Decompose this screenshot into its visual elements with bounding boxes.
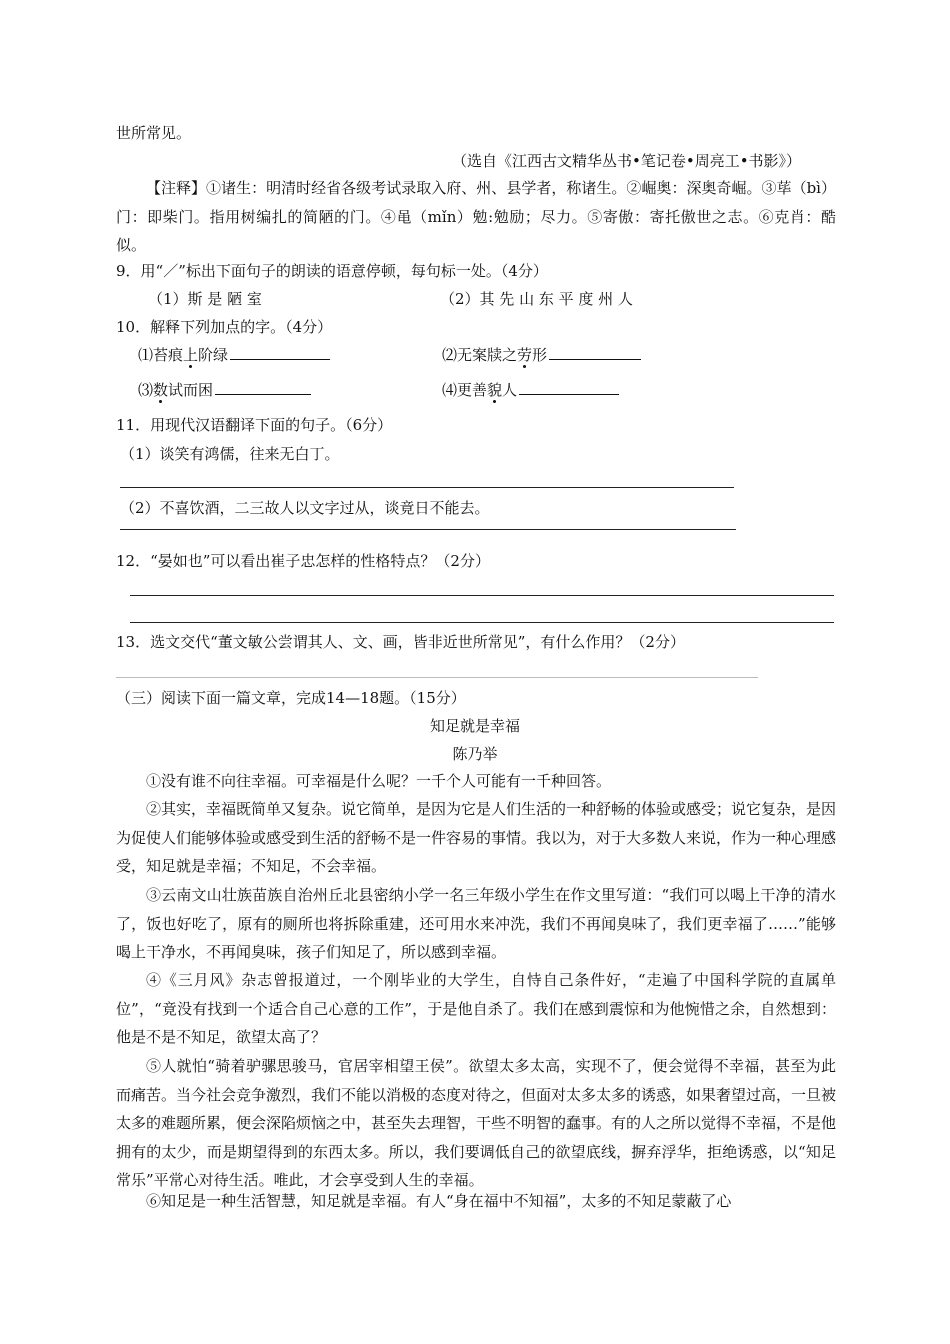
question-10-stem: 10．解释下列加点的字。（4分） xyxy=(116,318,333,336)
annotation-note: 【注释】①诸生：明清时经省各级考试录取入府、州、县学者，称诸生。②崛奥：深奥奇崛。③荜（bì）门：即柴门。指用树编扎的简陋的门。④黾（mǐn）勉:勉励；尽力。⑤寄傲：寄托傲世之志。⑥克肖：酷似。 xyxy=(116,179,836,254)
answer-blank[interactable] xyxy=(519,380,619,395)
section-3-stem: （三）阅读下面一篇文章，完成14—18题。（15分） xyxy=(116,689,466,707)
article-paragraph-1: ①没有谁不向往幸福。可幸福是什么呢？一千个人可能有一千种回答。 xyxy=(146,772,612,790)
question-13-stem: 13．选文交代“董文敏公尝谓其人、文、画，皆非近世所常见”，有什么作用？（2分） xyxy=(116,633,685,651)
answer-line[interactable] xyxy=(120,487,734,488)
emphasis-char: 貌 xyxy=(487,381,503,399)
question-10-item-2: ⑵无案牍之劳形 xyxy=(442,345,641,365)
question-9-item-1: （1）斯 是 陋 室 xyxy=(148,290,262,308)
question-11-stem: 11．用现代汉语翻译下面的句子。（6分） xyxy=(116,416,393,434)
question-12-stem: 12．“晏如也”可以看出崔子忠怎样的性格特点？（2分） xyxy=(116,552,490,570)
answer-line[interactable] xyxy=(130,595,834,596)
article-author: 陈乃举 xyxy=(452,745,498,763)
source-citation: （选自《江西古文精华丛书•笔记卷•周亮工•书影》） xyxy=(452,152,802,170)
article-paragraph-6: ⑥知足是一种生活智慧，知足就是幸福。有人“身在福中不知福”，太多的不知足蒙蔽了心 xyxy=(146,1192,732,1210)
article-paragraph-4: ④《三月风》杂志曾报道过，一个刚毕业的大学生，自恃自己条件好，“走遍了中国科学院的直属单位”，“竟没有找到一个适合自己心意的工作”，于是他自杀了。我们在感到震惊和为他惋惜之余，自然想到：他是不是不知足，欲望太高了？ xyxy=(116,971,836,1046)
answer-line[interactable] xyxy=(116,677,758,678)
answer-line[interactable] xyxy=(120,529,736,530)
question-11-sentence-1: （1）谈笑有鸿儒，往来无白丁。 xyxy=(120,445,340,463)
question-10-item-1: ⑴苔痕上阶绿 xyxy=(138,345,330,365)
article-paragraph-2: ②其实，幸福既简单又复杂。说它简单，是因为它是人们生活的一种舒畅的体验或感受；说它复杂，是因为促使人们能够体验或感受到生活的舒畅不是一件容易的事情。我以为，对于大多数人来说，作为一种心理感受，知足就是幸福；不知足，不会幸福。 xyxy=(116,800,837,875)
answer-blank[interactable] xyxy=(230,345,330,360)
article-paragraph-5: ⑤人就怕“骑着驴骡思骏马，官居宰相望王侯”。欲望太多太高，实现不了，便会觉得不幸福，甚至为此而痛苦。当今社会竞争激烈，我们不能以消极的态度对待之，但面对太多太多的诱惑，如果奢望过高，一旦被太多的难题所累，便会深陷烦恼之中，甚至失去理智，干些不明智的蠢事。有的人之所以觉得不幸福，不是他拥有的太少，而是期望得到的东西太多。所以，我们要调低自己的欲望底线，摒弃浮华，拒绝诱惑，以“知足常乐”平常心对待生活。唯此，才会享受到人生的幸福。 xyxy=(116,1057,837,1189)
question-9-item-2: （2）其 先 山 东 平 度 州 人 xyxy=(440,290,633,308)
answer-blank[interactable] xyxy=(215,380,311,395)
article-paragraph-3: ③云南文山壮族苗族自治州丘北县密纳小学一名三年级小学生在作文里写道：“我们可以喝上干净的清水了，饭也好吃了，原有的厕所也将拆除重建，还可用水来冲洗，我们不再闻臭味了，我们更幸福了……”能够喝上干净水，不再闻臭味，孩子们知足了，所以感到幸福。 xyxy=(116,886,836,961)
answer-blank[interactable] xyxy=(549,345,641,360)
question-9-stem: 9．用“／”标出下面句子的朗读的语意停顿，每句标一处。（4分） xyxy=(116,262,548,280)
emphasis-char: 数 xyxy=(153,381,169,399)
emphasis-char: 上 xyxy=(183,346,199,364)
question-10-item-4: ⑷更善貌人 xyxy=(442,380,619,400)
article-title: 知足就是幸福 xyxy=(429,717,520,735)
question-11-sentence-2: （2）不喜饮酒，二三故人以文字过从，谈竟日不能去。 xyxy=(120,499,490,517)
passage-tail: 世所常见。 xyxy=(116,124,192,142)
answer-line[interactable] xyxy=(130,622,834,623)
emphasis-char: 劳 xyxy=(517,346,533,364)
question-10-item-3: ⑶数试而困 xyxy=(138,380,311,400)
